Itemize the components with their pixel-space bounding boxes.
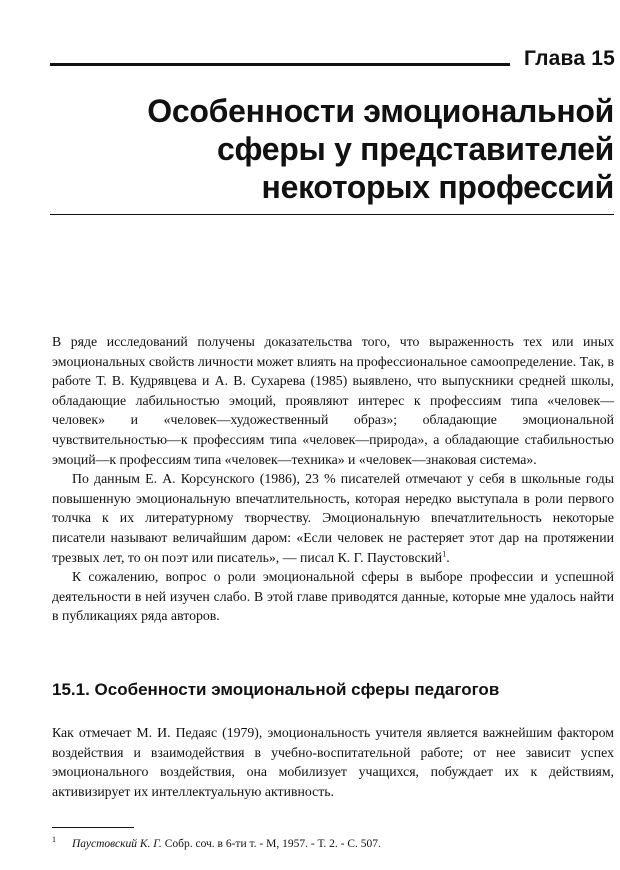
paragraph [52, 567, 614, 626]
chapter-title [50, 92, 614, 206]
paragraph: По данным Е. А. Корсунского (1986), 23 % писателей отмечают у себя в школьные годы повышенную эмоциональную впечатлительность, которая нередко выступала в роли первого толчка к их литературному творчеству. Эмоциональную впечатлительность некоторые писатели называют величайшим даром: «Если человек не растеряет этот дар на протяжении трезвых лет, то он поэт или писатель», — писал К. Г. Паустовский$^1$. [52, 471, 614, 565]
footnote-marker[interactable]: 1 [442, 548, 447, 558]
body-text [52, 332, 614, 626]
title-rule [50, 214, 614, 215]
footnote-citation: Собр. соч. в 6-ти т. - М, 1957. - Т. 2. - С. 507. [164, 837, 381, 850]
chapter-title-line: некоторых профессий [261, 169, 614, 205]
section-heading: 15.1. Особенности эмоциональной сферы педагогов [52, 680, 500, 699]
paragraph-text: По данным Е. А. Корсунского (1986), 23 % писателей отмечают у себя в школьные годы повышенную эмоциональную впечатлительность, которая нередко выступала в роли первого толчка к их литературному творчеству. Эмоциональную впечатлительность некоторые писатели называют величайшим даром: «Если человек не растеряет этот дар на протяжении трезвых лет, то он поэт или писатель», — писал К. Г. Паустовский [52, 471, 614, 565]
chapter-title-line: Особенности эмоциональной [147, 93, 614, 129]
chapter-label: Глава 15 [524, 47, 615, 70]
footnote-rule [52, 827, 134, 828]
footnote-author: Паустовский К. Г. [72, 837, 162, 850]
paragraph [52, 332, 614, 469]
chapter-title-line: сферы у представителей [216, 131, 614, 167]
chapter-rule [50, 63, 510, 66]
paragraph-text: В ряде исследований получены доказательства того, что выраженность тех или иных эмоциональных свойств личности может влиять на профессиональное самоопределение. Так, в работе Т. В. Кудрявцева и А. В. Сухарева (1985) выявлено, что выпускники средней школы, обладающие лабильностью эмоций, проявляют интерес к профессиям типа «человек—человек» и «человек—художественный образ»; обладающие эмоциональной чувствительностью—к профессиям типа «человек—природа», а обладающие стабильностью эмоций—к профессиям типа «человек—техника» и «человек—знаковая система». [52, 334, 614, 467]
footnote [52, 832, 614, 852]
footnote-number: 1 [52, 835, 56, 844]
section-text: Как отмечает М. И. Педаяс (1979), эмоциональность учителя является важнейшим фактором воздействия и взаимодействия в учебно-воспитательной работе; от нее зависит успех эмоционального воздействия, она мобилизует учащихся, побуждает их к действиям, активизирует их интеллектуальную активность. [52, 725, 614, 799]
paragraph-text: К сожалению, вопрос о роли эмоциональной сферы в выборе профессии и успешной деятельности в ней изучен слабо. В этой главе приводятся данные, которые мне удалось найти в публикациях ряда авторов. [52, 569, 614, 624]
